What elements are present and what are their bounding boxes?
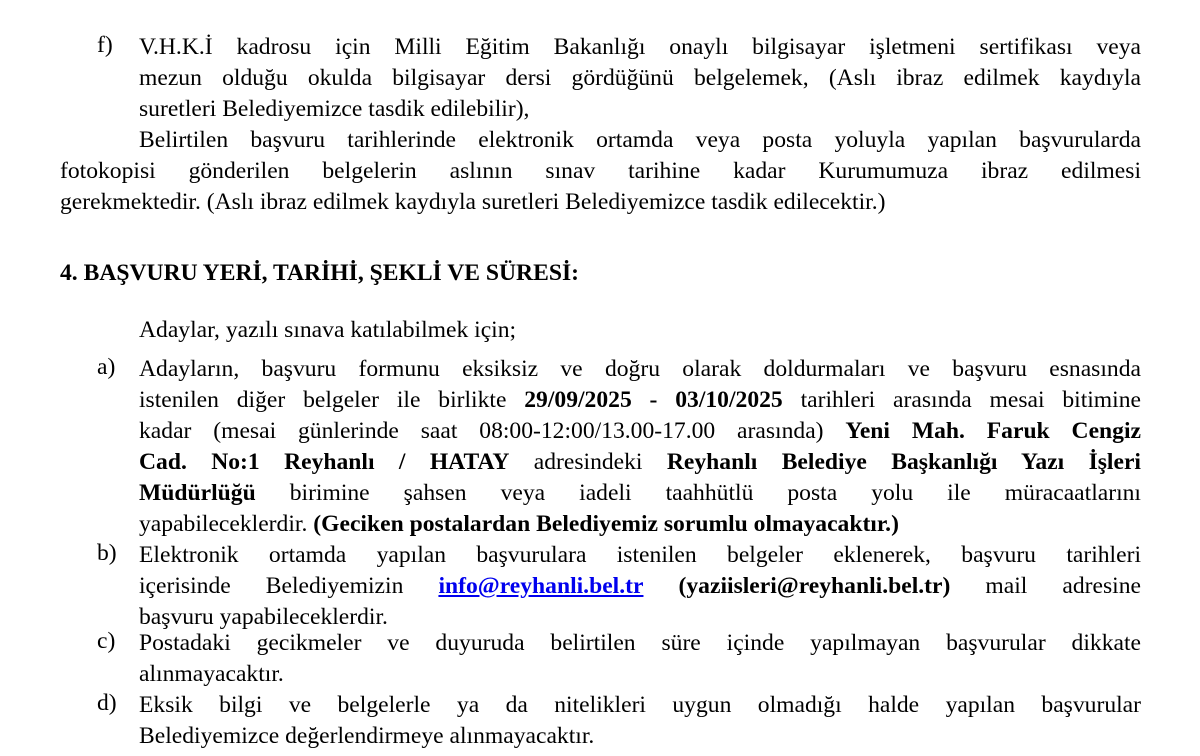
email-link[interactable]: info@reyhanli.bel.tr [438, 573, 644, 599]
text-line: fotokopisi gönderilen belgelerin aslının sınav tarihine kadar Kurumumuza ibraz edilmesi [60, 158, 1141, 184]
text-line: gerekmektedir. (Aslı ibraz edilmek kaydıyla suretleri Belediyemizce tasdik edilecektir.) [60, 189, 886, 215]
text-line: Müdürlüğü birimine şahsen veya iadeli taahhütlü posta yolu ile müracaatlarını [139, 480, 1141, 506]
text-line: Cad. No:1 Reyhanlı / HATAY adresindeki Reyhanlı Belediye Başkanlığı Yazı İşleri [139, 449, 1141, 475]
address-part: Cad. No:1 Reyhanlı / HATAY [139, 449, 510, 475]
text-line: Belediyemizce değerlendirmeye alınmayacaktır. [139, 723, 595, 749]
list-marker: b) [97, 540, 117, 566]
text-line: istenilen diğer belgeler ile birlikte 29/09/2025 - 03/10/2025 tarihleri arasında mesai bitimine [139, 387, 1141, 413]
section-heading: 4. BAŞVURU YERİ, TARİHİ, ŞEKLİ VE SÜRESİ: [60, 260, 579, 286]
text-line: içerisinde Belediyemizin info@reyhanli.bel.tr (yaziisleri@reyhanli.bel.tr) mail adresine [139, 573, 1142, 599]
list-marker: f) [97, 32, 113, 58]
list-marker: d) [97, 690, 117, 716]
text-line: kadar (mesai günlerinde saat 08:00-12:00/13.00-17.00 arasında) Yeni Mah. Faruk Cengiz [139, 418, 1141, 444]
list-item-d [97, 690, 1141, 752]
text-line: V.H.K.İ kadrosu için Milli Eğitim Bakanlığı onaylı bilgisayar işletmeni sertifikası veya [139, 34, 1141, 60]
list-marker: a) [97, 354, 116, 380]
text-line: alınmayacaktır. [139, 661, 284, 687]
text-line: yapabileceklerdir. (Geciken postalardan Belediyemiz sorumlu olmayacaktır.) [139, 511, 899, 537]
list-item-f [97, 32, 1141, 125]
body-paragraph [60, 125, 1141, 218]
office-name: Reyhanlı Belediye Başkanlığı Yazı İşleri [666, 449, 1141, 475]
list-item-a [97, 354, 1141, 540]
section-intro: Adaylar, yazılı sınava katılabilmek için; [139, 317, 517, 343]
text-line: Belirtilen başvuru tarihlerinde elektronik ortamda veya posta yoluyla yapılan başvurularda [139, 127, 1141, 153]
secondary-email: (yaziisleri@reyhanli.bel.tr) [678, 573, 951, 599]
text-line: mezun olduğu okulda bilgisayar dersi gördüğünü belgelemek, (Aslı ibraz edilmek kaydıyla [139, 65, 1141, 91]
office-name: Müdürlüğü [139, 480, 256, 506]
text-line: Adayların, başvuru formunu eksiksiz ve doğru olarak doldurmaları ve başvuru esnasında [139, 356, 1141, 382]
list-item-b [97, 540, 1141, 633]
list-item-c [97, 628, 1141, 690]
list-marker: c) [97, 628, 116, 654]
text-line: suretleri Belediyemizce tasdik edilebilir), [139, 96, 530, 122]
application-dates: 29/09/2025 - 03/10/2025 [524, 387, 783, 413]
text-line: Eksik bilgi ve belgelerle ya da nitelikleri uygun olmadığı halde yapılan başvurular [139, 692, 1141, 718]
address-part: Yeni Mah. Faruk Cengiz [845, 418, 1141, 444]
text-line: Postadaki gecikmeler ve duyuruda belirtilen süre içinde yapılmayan başvurular dikkate [139, 630, 1141, 656]
disclaimer: (Geciken postalardan Belediyemiz sorumlu olmayacaktır.) [313, 511, 899, 537]
text-line: Elektronik ortamda yapılan başvurulara istenilen belgeler eklenerek, başvuru tarihleri [139, 542, 1141, 568]
text-line: başvuru yapabileceklerdir. [139, 604, 388, 630]
